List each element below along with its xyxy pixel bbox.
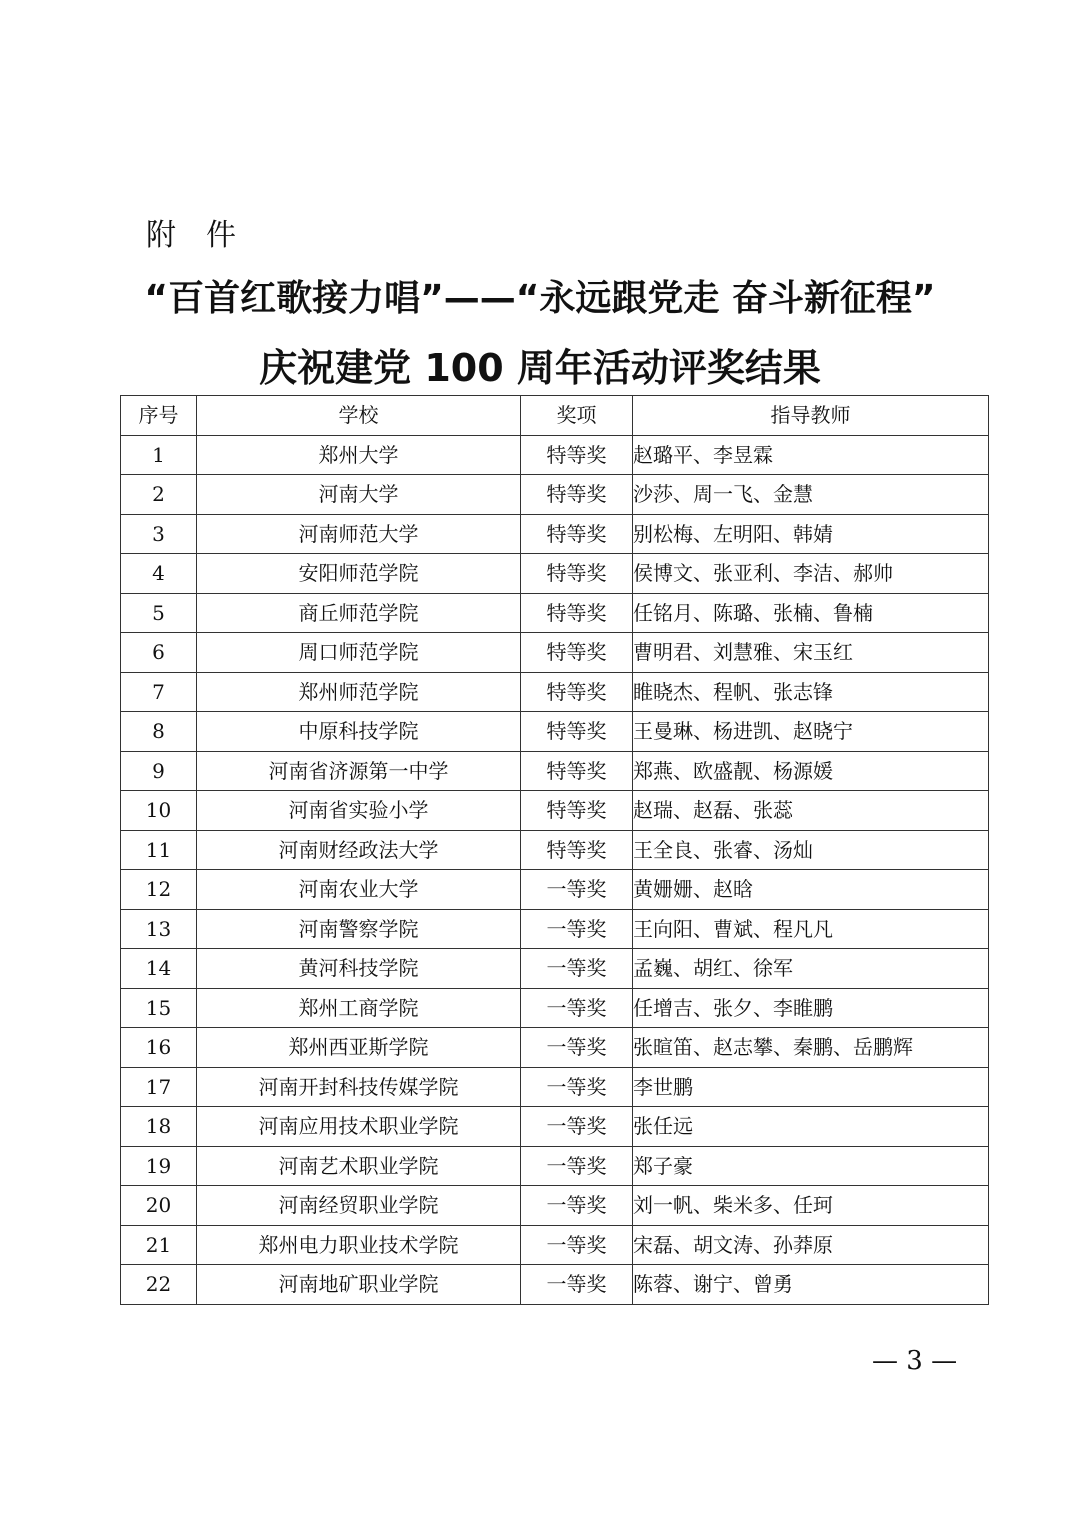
table-row [121, 1107, 989, 1147]
school-name: 郑州大学 [197, 435, 521, 475]
school-name: 周口师范学院 [197, 633, 521, 673]
award-level: 一等奖 [521, 870, 633, 910]
school-name: 河南应用技术职业学院 [197, 1107, 521, 1147]
table-row [121, 1265, 989, 1305]
row-number: 7 [121, 672, 197, 712]
table-row [121, 554, 989, 594]
table-row [121, 1146, 989, 1186]
award-level: 一等奖 [521, 1186, 633, 1226]
award-level: 一等奖 [521, 988, 633, 1028]
teacher-names: 任铭月、陈璐、张楠、鲁楠 [633, 593, 989, 633]
award-level: 特等奖 [521, 751, 633, 791]
row-number: 5 [121, 593, 197, 633]
table-row [121, 870, 989, 910]
school-name: 河南大学 [197, 475, 521, 515]
row-number: 20 [121, 1186, 197, 1226]
school-name: 河南省实验小学 [197, 791, 521, 831]
table-row [121, 435, 989, 475]
row-number: 1 [121, 435, 197, 475]
table-row [121, 751, 989, 791]
row-number: 14 [121, 949, 197, 989]
teacher-names: 别松梅、左明阳、韩婧 [633, 514, 989, 554]
header-teachers: 指导教师 [633, 396, 989, 436]
award-level: 一等奖 [521, 1225, 633, 1265]
table-row [121, 514, 989, 554]
award-level: 特等奖 [521, 830, 633, 870]
award-level: 一等奖 [521, 949, 633, 989]
row-number: 15 [121, 988, 197, 1028]
teacher-names: 曹明君、刘慧雅、宋玉红 [633, 633, 989, 673]
teacher-names: 赵璐平、李昱霖 [633, 435, 989, 475]
row-number: 21 [121, 1225, 197, 1265]
table-row [121, 988, 989, 1028]
row-number: 10 [121, 791, 197, 831]
row-number: 22 [121, 1265, 197, 1305]
table-row [121, 791, 989, 831]
row-number: 4 [121, 554, 197, 594]
school-name: 河南农业大学 [197, 870, 521, 910]
row-number: 16 [121, 1028, 197, 1068]
teacher-names: 孟巍、胡红、徐军 [633, 949, 989, 989]
table-row [121, 712, 989, 752]
row-number: 6 [121, 633, 197, 673]
school-name: 安阳师范学院 [197, 554, 521, 594]
teacher-names: 王全良、张睿、汤灿 [633, 830, 989, 870]
award-level: 一等奖 [521, 1265, 633, 1305]
table-row [121, 830, 989, 870]
attachment-label: 附 件 [146, 218, 236, 253]
table-header-row [121, 396, 989, 436]
school-name: 河南艺术职业学院 [197, 1146, 521, 1186]
award-level: 特等奖 [521, 554, 633, 594]
school-name: 郑州电力职业技术学院 [197, 1225, 521, 1265]
school-name: 郑州师范学院 [197, 672, 521, 712]
school-name: 商丘师范学院 [197, 593, 521, 633]
school-name: 河南师范大学 [197, 514, 521, 554]
document-title-line-1: “百首红歌接力唱”——“永远跟党走 奋斗新征程” [144, 278, 936, 319]
row-number: 2 [121, 475, 197, 515]
school-name: 中原科技学院 [197, 712, 521, 752]
award-level: 特等奖 [521, 672, 633, 712]
teacher-names: 侯博文、张亚利、李洁、郝帅 [633, 554, 989, 594]
table-row [121, 909, 989, 949]
teacher-names: 王曼琳、杨进凯、赵晓宁 [633, 712, 989, 752]
row-number: 8 [121, 712, 197, 752]
school-name: 河南地矿职业学院 [197, 1265, 521, 1305]
award-level: 特等奖 [521, 633, 633, 673]
school-name: 河南警察学院 [197, 909, 521, 949]
school-name: 河南财经政法大学 [197, 830, 521, 870]
award-level: 特等奖 [521, 791, 633, 831]
table-row [121, 593, 989, 633]
teacher-names: 张任远 [633, 1107, 989, 1147]
row-number: 3 [121, 514, 197, 554]
award-level: 一等奖 [521, 1146, 633, 1186]
row-number: 11 [121, 830, 197, 870]
award-level: 特等奖 [521, 712, 633, 752]
table-body [121, 435, 989, 1304]
table-row [121, 949, 989, 989]
page-number: — 3 — [872, 1346, 958, 1376]
table-row [121, 475, 989, 515]
teacher-names: 郑子豪 [633, 1146, 989, 1186]
row-number: 9 [121, 751, 197, 791]
school-name: 河南省济源第一中学 [197, 751, 521, 791]
teacher-names: 黄姗姗、赵晗 [633, 870, 989, 910]
teacher-names: 李世鹏 [633, 1067, 989, 1107]
teacher-names: 任增吉、张夕、李睢鹏 [633, 988, 989, 1028]
teacher-names: 王向阳、曹斌、程凡凡 [633, 909, 989, 949]
document-title-line-2: 庆祝建党 100 周年活动评奖结果 [259, 346, 821, 390]
award-level: 特等奖 [521, 475, 633, 515]
school-name: 黄河科技学院 [197, 949, 521, 989]
header-number: 序号 [121, 396, 197, 436]
table-row [121, 633, 989, 673]
table-row [121, 1067, 989, 1107]
row-number: 18 [121, 1107, 197, 1147]
school-name: 河南开封科技传媒学院 [197, 1067, 521, 1107]
award-level: 一等奖 [521, 1067, 633, 1107]
teacher-names: 赵瑞、赵磊、张蕊 [633, 791, 989, 831]
teacher-names: 宋磊、胡文涛、孙莽原 [633, 1225, 989, 1265]
table-row [121, 1186, 989, 1226]
table-row [121, 1225, 989, 1265]
school-name: 河南经贸职业学院 [197, 1186, 521, 1226]
award-level: 一等奖 [521, 909, 633, 949]
teacher-names: 陈蓉、谢宁、曾勇 [633, 1265, 989, 1305]
header-award: 奖项 [521, 396, 633, 436]
teacher-names: 睢晓杰、程帆、张志锋 [633, 672, 989, 712]
award-level: 特等奖 [521, 514, 633, 554]
table-row [121, 1028, 989, 1068]
award-level: 一等奖 [521, 1107, 633, 1147]
row-number: 13 [121, 909, 197, 949]
award-level: 特等奖 [521, 435, 633, 475]
teacher-names: 张暄笛、赵志攀、秦鹏、岳鹏辉 [633, 1028, 989, 1068]
row-number: 12 [121, 870, 197, 910]
teacher-names: 刘一帆、柴米多、任珂 [633, 1186, 989, 1226]
table-row [121, 672, 989, 712]
teacher-names: 沙莎、周一飞、金慧 [633, 475, 989, 515]
teacher-names: 郑燕、欧盛靓、杨源媛 [633, 751, 989, 791]
school-name: 郑州西亚斯学院 [197, 1028, 521, 1068]
award-level: 一等奖 [521, 1028, 633, 1068]
header-school: 学校 [197, 396, 521, 436]
row-number: 17 [121, 1067, 197, 1107]
row-number: 19 [121, 1146, 197, 1186]
award-level: 特等奖 [521, 593, 633, 633]
awards-table [120, 395, 989, 1305]
school-name: 郑州工商学院 [197, 988, 521, 1028]
